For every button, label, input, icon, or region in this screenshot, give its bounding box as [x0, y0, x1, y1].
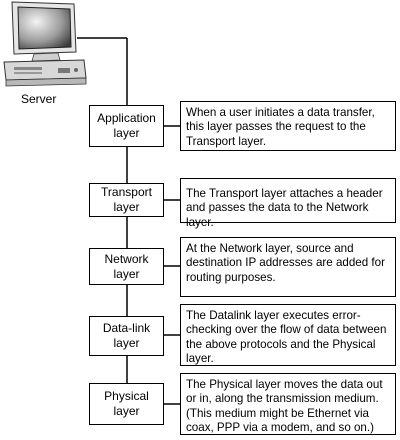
- transport-layer-box: Transport layer: [89, 183, 164, 217]
- application-layer-description: When a user initiates a data transfer, this layer passes the request to the Transport layer.: [180, 101, 396, 151]
- data-link-layer-box: Data-link layer: [89, 316, 164, 356]
- network-layer-box: Network layer: [89, 248, 164, 285]
- physical-layer-description: The Physical layer moves the data out or in, along the transmission medium. (This medium might be Ethernet via coax, PPP via a modem, and so on.): [180, 373, 396, 435]
- transport-layer-description: The Transport layer attaches a header and passes the data to the Network layer.: [180, 178, 396, 223]
- network-layer-description: At the Network layer, source and destination IP addresses are added for routing purposes.: [180, 237, 396, 297]
- physical-layer-box: Physical layer: [89, 383, 164, 425]
- application-layer-box: Application layer: [89, 105, 164, 147]
- server-computer-icon: [0, 0, 90, 95]
- server-label: Server: [21, 92, 57, 106]
- data-link-layer-description: The Datalink layer executes error-checking over the flow of data between the above protocols and the Physical layer.: [180, 304, 396, 366]
